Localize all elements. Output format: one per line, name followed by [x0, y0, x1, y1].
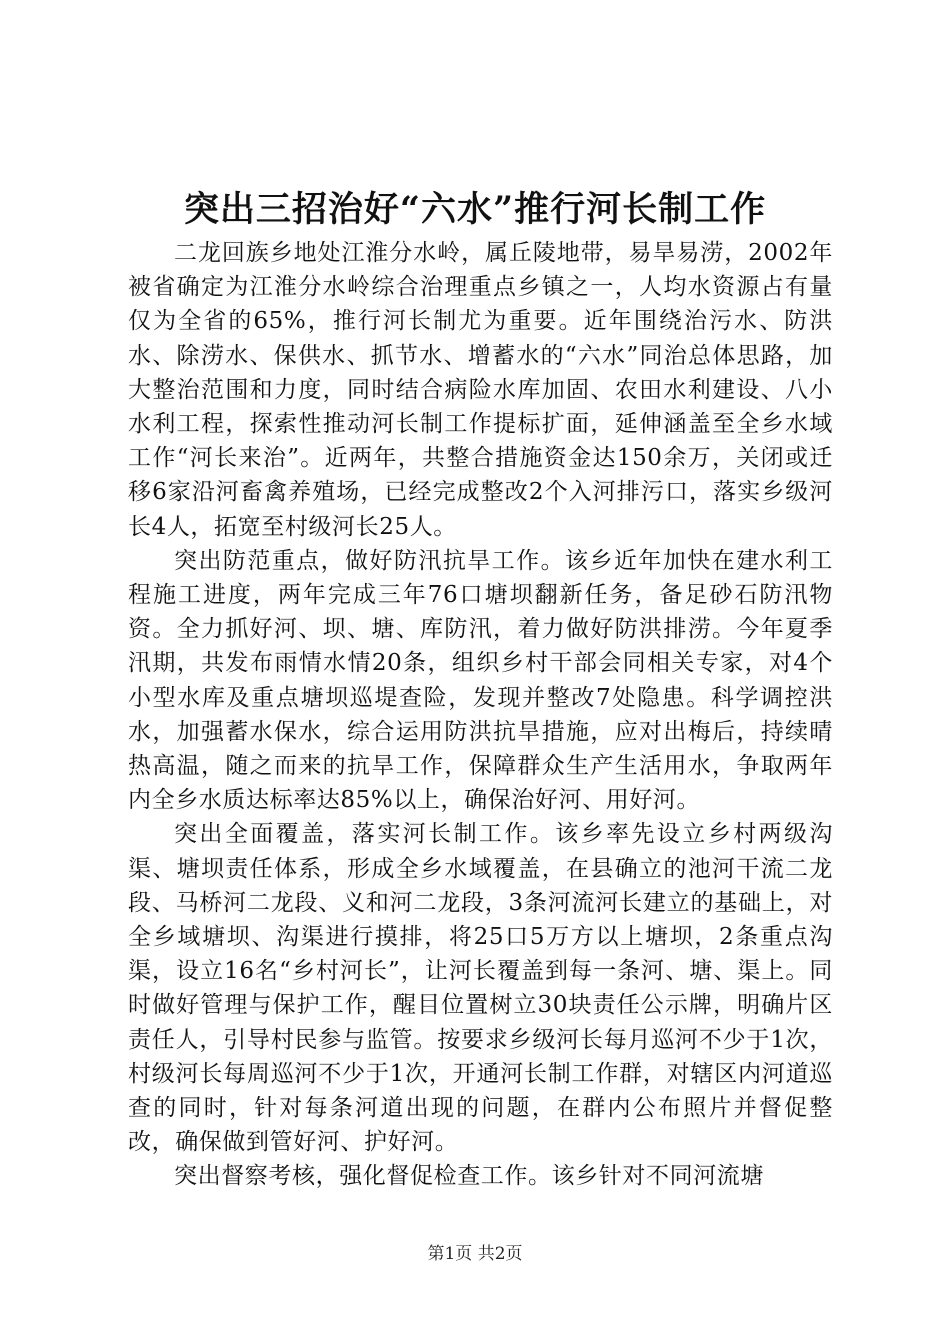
paragraph-intro: 二龙回族乡地处江淮分水岭，属丘陵地带，易旱易涝，2002年被省确定为江淮分水岭综合治理重点乡镇之一，人均水资源占有量仅为全省的65%，推行河长制尤为重要。近年围绕治污水、防洪水、除涝水、保供水、抓节水、增蓄水的“六水”同治总体思路，加大整治范围和力度，同时结合病险水库加固、农田水利建设、八小水利工程，探索性推动河长制工作提标扩面，延伸涵盖至全乡水域工作“河长来治”。近两年，共整合措施资金达150余万，关闭或迁移6家沿河畜禽养殖场，已经完成整改2个入河排污口，落实乡级河长4人，拓宽至村级河长25人。 [128, 240, 833, 540]
paragraph-supervision: 突出督察考核，强化督促检查工作。该乡针对不同河流塘 [174, 1163, 764, 1190]
document-title: 突出三招治好“六水”推行河长制工作 [183, 189, 767, 230]
page-number-footer: 第1页 共2页 [427, 1244, 523, 1264]
paragraph-full-coverage: 突出全面覆盖，落实河长制工作。该乡率先设立乡村两级沟渠、塘坝责任体系，形成全乡水域覆盖，在县确立的池河干流二龙段、马桥河二龙段、义和河二龙段，3条河流河长建立的基础上，对全乡域塘坝、沟渠进行摸排，将25口5万方以上塘坝，2条重点沟渠，设立16名“乡村河长”，让河长覆盖到每一条河、塘、渠上。同时做好管理与保护工作，醒目位置树立30块责任公示牌，明确片区责任人，引导村民参与监管。按要求乡级河长每月巡河不少于1次，村级河长每周巡河不少于1次，开通河长制工作群，对辖区内河道巡查的同时，针对每条河道出现的问题，在群内公布照片并督促整改，确保做到管好河、护好河。 [128, 821, 833, 1156]
document-body [128, 236, 833, 1194]
paragraph-flood-control: 突出防范重点，做好防汛抗旱工作。该乡近年加快在建水利工程施工进度，两年完成三年76口塘坝翻新任务，备足砂石防汛物资。全力抓好河、坝、塘、库防汛，着力做好防洪排涝。今年夏季汛期，共发布雨情水情20条，组织乡村干部会同相关专家，对4个小型水库及重点塘坝巡堤查险，发现并整改7处隐患。科学调控洪水，加强蓄水保水，综合运用防洪抗旱措施，应对出梅后，持续晴热高温，随之而来的抗旱工作，保障群众生产生活用水，争取两年内全乡水质达标率达85%以上，确保治好河、用好河。 [128, 547, 833, 814]
